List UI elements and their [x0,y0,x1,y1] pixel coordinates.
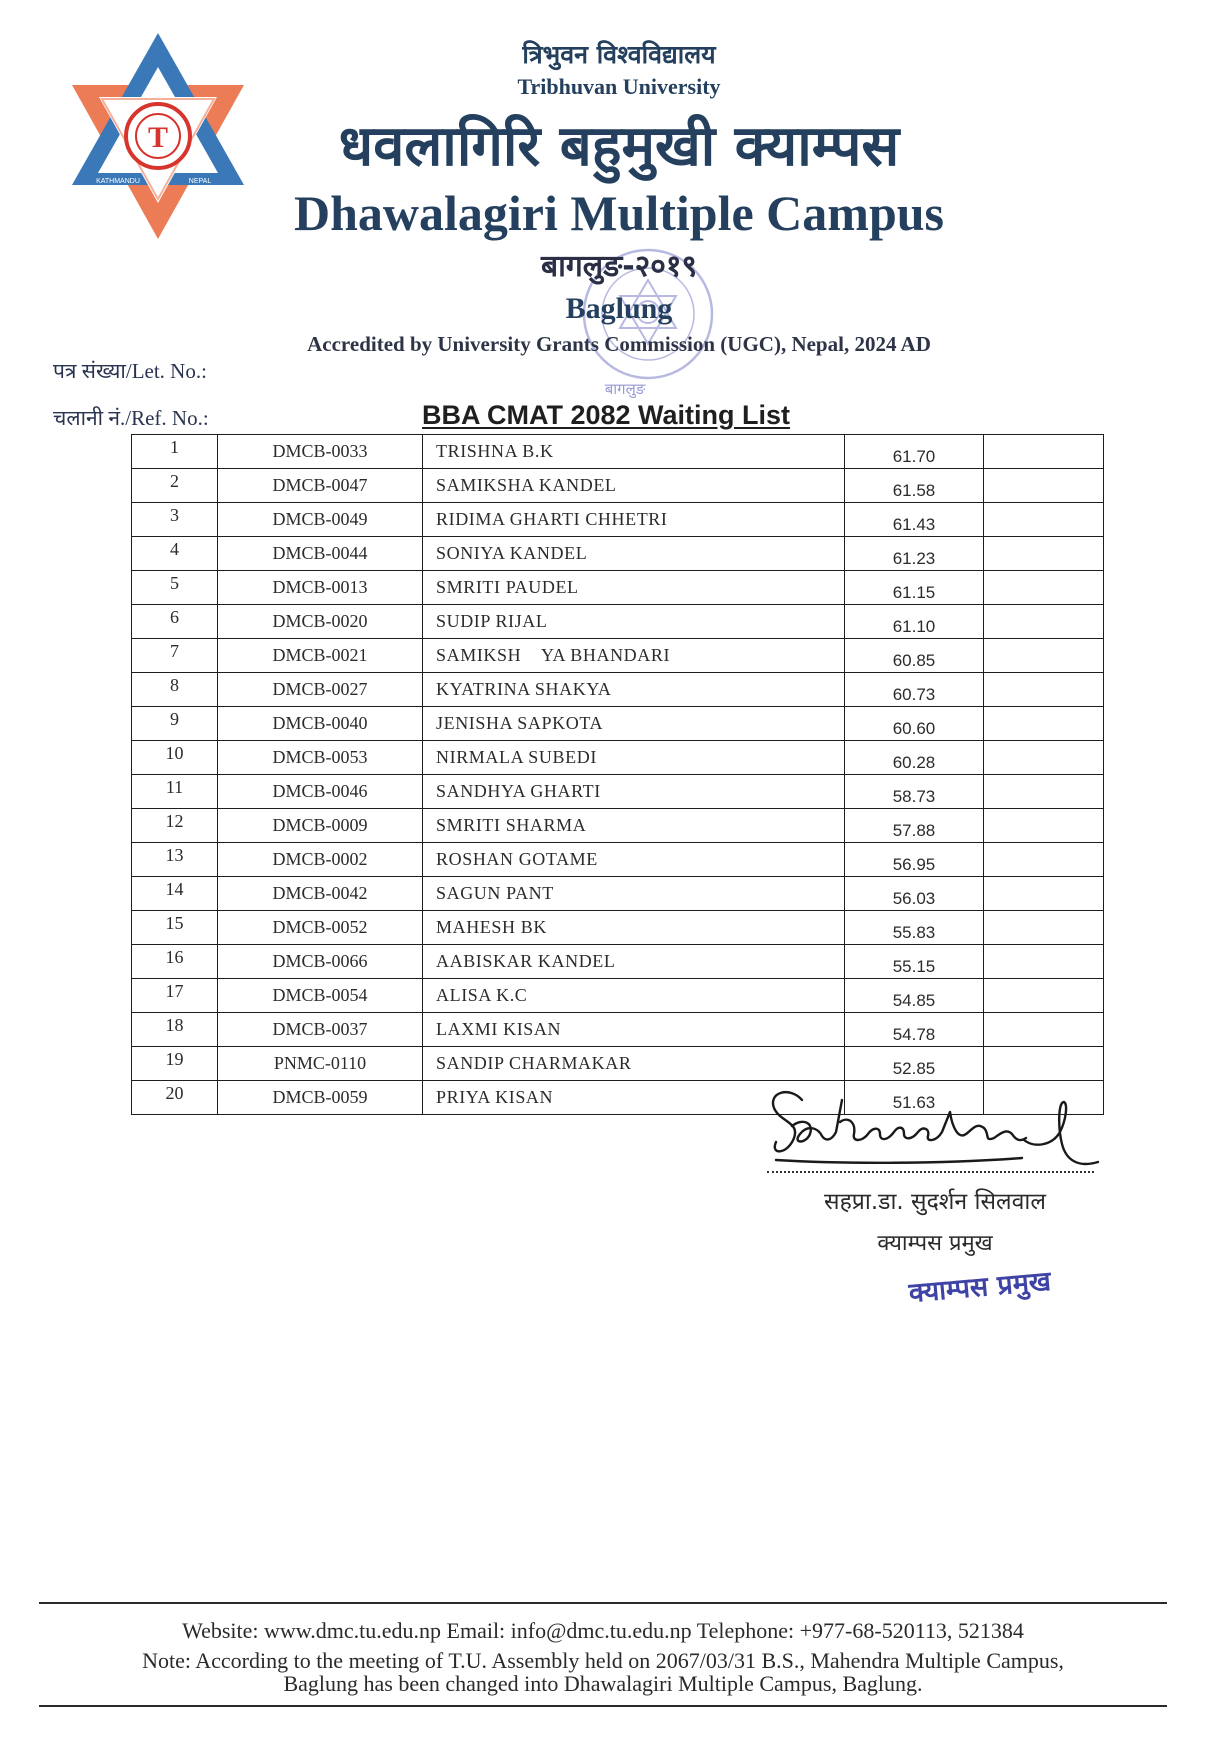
table-row [132,435,1104,469]
footer-top-rule [39,1602,1167,1604]
table-row [132,503,1104,537]
student-name-cell: SAMIKSH YA BHANDARI [423,639,845,673]
roll-number-cell: DMCB-0040 [218,707,423,741]
roll-number-cell: DMCB-0059 [218,1081,423,1115]
remarks-cell [984,639,1104,673]
remarks-cell [984,911,1104,945]
logo-text-nepal: NEPAL [188,178,212,185]
remarks-cell [984,843,1104,877]
roll-number-cell: PNMC-0110 [218,1047,423,1081]
signatory-name: सहप्रा.डा. सुदर्शन सिलवाल [824,1189,1046,1215]
score-cell: 58.73 [845,775,984,809]
roll-number-cell: DMCB-0037 [218,1013,423,1047]
remarks-cell [984,571,1104,605]
score-cell: 60.60 [845,707,984,741]
serial-cell: 8 [132,673,218,707]
student-name-cell: ALISA K.C [423,979,845,1013]
score-cell: 55.83 [845,911,984,945]
score-cell: 56.95 [845,843,984,877]
serial-cell: 1 [132,435,218,469]
score-cell: 61.23 [845,537,984,571]
roll-number-cell: DMCB-0002 [218,843,423,877]
student-name-cell: SONIYA KANDEL [423,537,845,571]
handwritten-signature [762,1082,1102,1178]
score-cell: 60.73 [845,673,984,707]
student-name-cell: NIRMALA SUBEDI [423,741,845,775]
serial-cell: 4 [132,537,218,571]
student-name-cell: KYATRINA SHAKYA [423,673,845,707]
score-cell: 56.03 [845,877,984,911]
waiting-list-table [131,434,1104,1115]
roll-number-cell: DMCB-0047 [218,469,423,503]
table-row [132,1047,1104,1081]
campus-name-english: Dhawalagiri Multiple Campus [293,185,945,241]
roll-number-cell: DMCB-0020 [218,605,423,639]
student-name-cell: SUDIP RIJAL [423,605,845,639]
waiting-list-body [132,435,1104,1115]
roll-number-cell: DMCB-0066 [218,945,423,979]
serial-cell: 10 [132,741,218,775]
remarks-cell [984,775,1104,809]
student-name-cell: SAGUN PANT [423,877,845,911]
serial-cell: 3 [132,503,218,537]
table-row [132,911,1104,945]
student-name-cell: SMRITI PAUDEL [423,571,845,605]
remarks-cell [984,945,1104,979]
roll-number-cell: DMCB-0027 [218,673,423,707]
table-row [132,469,1104,503]
score-cell: 54.85 [845,979,984,1013]
student-name-cell: SANDIP CHARMAKAR [423,1047,845,1081]
serial-cell: 9 [132,707,218,741]
student-name-cell: SMRITI SHARMA [423,809,845,843]
serial-cell: 17 [132,979,218,1013]
student-name-cell: SAMIKSHA KANDEL [423,469,845,503]
remarks-cell [984,435,1104,469]
roll-number-cell: DMCB-0054 [218,979,423,1013]
score-cell: 51.63 [845,1081,984,1115]
roll-number-cell: DMCB-0009 [218,809,423,843]
score-cell: 52.85 [845,1047,984,1081]
remarks-cell [984,469,1104,503]
campus-location-english: Baglung [565,292,673,325]
score-cell: 55.15 [845,945,984,979]
roll-number-cell: DMCB-0052 [218,911,423,945]
remarks-cell [984,1047,1104,1081]
score-cell: 60.28 [845,741,984,775]
remarks-cell [984,979,1104,1013]
serial-cell: 16 [132,945,218,979]
university-name-nepali: त्रिभुवन विश्वविद्यालय [522,40,716,69]
student-name-cell: ROSHAN GOTAME [423,843,845,877]
serial-cell: 5 [132,571,218,605]
score-cell: 61.15 [845,571,984,605]
score-cell: 61.43 [845,503,984,537]
remarks-cell [984,809,1104,843]
remarks-cell [984,537,1104,571]
serial-cell: 6 [132,605,218,639]
student-name-cell: AABISKAR KANDEL [423,945,845,979]
campus-name-nepali: धवलागिरि बहुमुखी क्याम्पस [338,114,900,179]
table-row [132,707,1104,741]
serial-cell: 7 [132,639,218,673]
footer-note-line-1: Note: According to the meeting of T.U. Assembly held on 2067/03/31 B.S., Mahendra Multiple Campus, [142,1648,1064,1673]
roll-number-cell: DMCB-0042 [218,877,423,911]
student-name-cell: MAHESH BK [423,911,845,945]
footer-contact-line: Website: www.dmc.tu.edu.np Email: info@dmc.tu.edu.np Telephone: +977-68-520113, 521384 [182,1618,1024,1643]
serial-cell: 11 [132,775,218,809]
remarks-cell [984,605,1104,639]
table-row [132,605,1104,639]
footer-bottom-rule [39,1705,1167,1707]
table-row [132,843,1104,877]
score-cell: 61.10 [845,605,984,639]
roll-number-cell: DMCB-0021 [218,639,423,673]
table-row [132,571,1104,605]
score-cell: 57.88 [845,809,984,843]
table-row [132,775,1104,809]
table-row [132,639,1104,673]
serial-cell: 19 [132,1047,218,1081]
student-name-cell: SANDHYA GHARTI [423,775,845,809]
score-cell: 54.78 [845,1013,984,1047]
roll-number-cell: DMCB-0013 [218,571,423,605]
document-title: BBA CMAT 2082 Waiting List [422,400,791,430]
roll-number-cell: DMCB-0046 [218,775,423,809]
score-cell: 61.70 [845,435,984,469]
roll-number-cell: DMCB-0033 [218,435,423,469]
table-row [132,673,1104,707]
table-row [132,945,1104,979]
reference-number-label: चलानी नं./Ref. No.: [53,406,209,430]
student-name-cell: JENISHA SAPKOTA [423,707,845,741]
seal-location-text: बागलुङ [604,380,646,398]
student-name-cell: PRIYA KISAN [423,1081,845,1115]
designation-stamp: क्याम्पस प्रमुख [907,1265,1053,1310]
letter-number-label: पत्र संख्या/Let. No.: [53,359,207,383]
serial-cell: 2 [132,469,218,503]
remarks-cell [984,673,1104,707]
score-cell: 61.58 [845,469,984,503]
remarks-cell [984,707,1104,741]
remarks-cell [984,1013,1104,1047]
score-cell: 60.85 [845,639,984,673]
serial-cell: 20 [132,1081,218,1115]
serial-cell: 15 [132,911,218,945]
campus-location-nepali: बागलुङ-२०१९ [540,249,698,284]
student-name-cell: LAXMI KISAN [423,1013,845,1047]
remarks-cell [984,877,1104,911]
serial-cell: 13 [132,843,218,877]
remarks-cell [984,503,1104,537]
roll-number-cell: DMCB-0044 [218,537,423,571]
serial-cell: 18 [132,1013,218,1047]
table-row [132,537,1104,571]
university-name-english: Tribhuvan University [517,74,721,99]
signatory-designation: क्याम्पस प्रमुख [877,1231,993,1256]
table-row [132,741,1104,775]
logo-text-kathmandu: KATHMANDU [96,178,140,185]
roll-number-cell: DMCB-0049 [218,503,423,537]
roll-number-cell: DMCB-0053 [218,741,423,775]
table-row [132,809,1104,843]
table-row [132,877,1104,911]
student-name-cell: TRISHNA B.K [423,435,845,469]
table-row [132,979,1104,1013]
serial-cell: 12 [132,809,218,843]
footer-note-line-2: Baglung has been changed into Dhawalagiri Multiple Campus, Baglung. [283,1671,923,1696]
serial-cell: 14 [132,877,218,911]
accreditation-line: Accredited by University Grants Commission (UGC), Nepal, 2024 AD [307,332,931,356]
remarks-cell [984,741,1104,775]
logo-letter: T [147,121,169,154]
table-row [132,1013,1104,1047]
student-name-cell: RIDIMA GHARTI CHHETRI [423,503,845,537]
